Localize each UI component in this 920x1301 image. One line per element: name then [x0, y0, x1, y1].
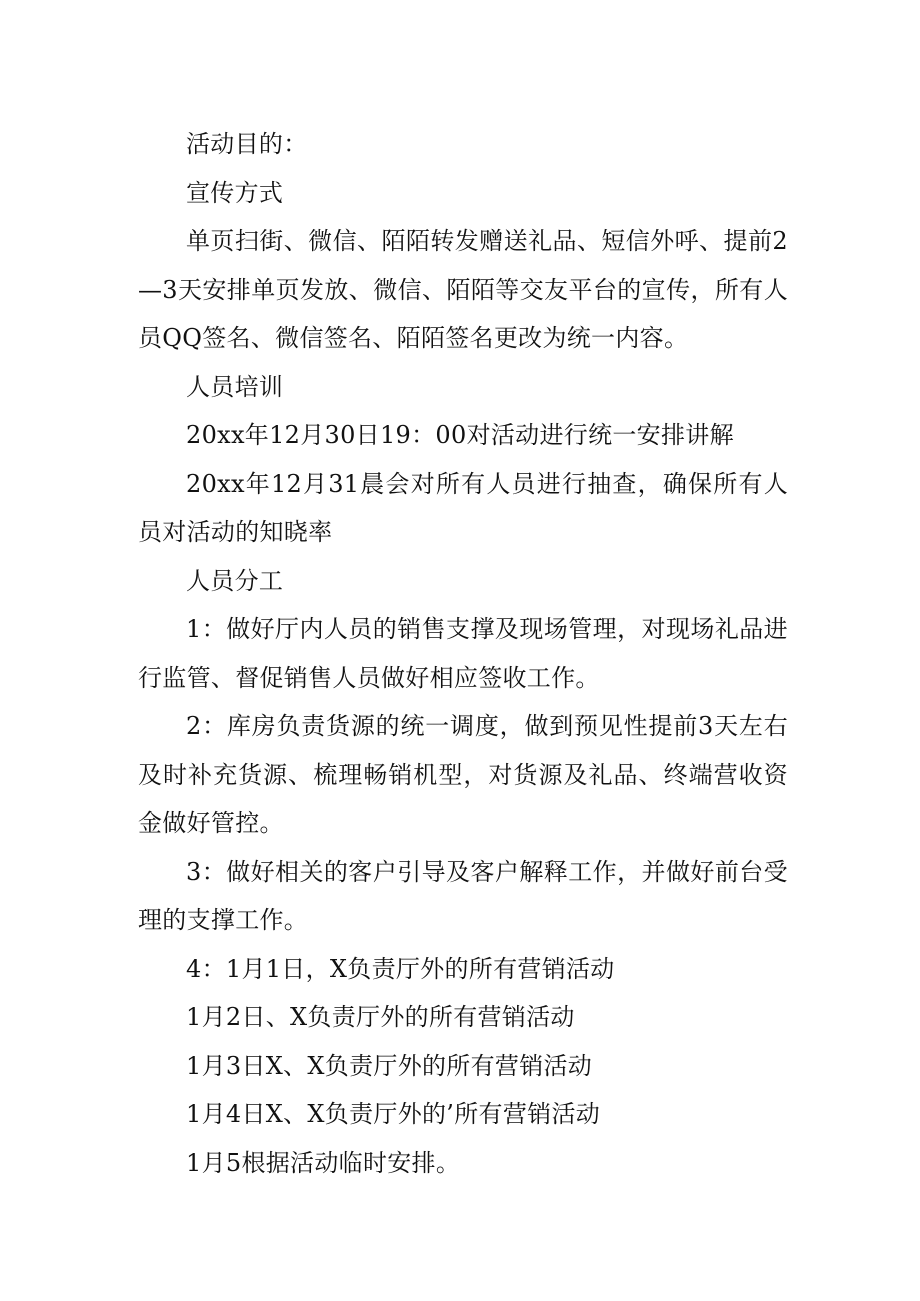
paragraph-schedule-jan4: 1月4日X、X负责厅外的’所有营销活动: [186, 1100, 601, 1128]
paragraph-schedule-jan5: 1月5根据活动临时安排。: [186, 1148, 461, 1177]
paragraph-division-item-3: 3：做好相关的客户引导及客户解释工作，并做好前台受理的支撑工作。: [138, 857, 788, 934]
document-body: [138, 120, 788, 1187]
paragraph-division-item-4: 4：1月1日，X负责厅外的所有营销活动: [186, 954, 615, 983]
paragraph-training-dec31: 20xx年12月31晨会对所有人员进行抽查，确保所有人员对活动的知晓率: [138, 469, 788, 546]
paragraph-schedule-jan2: 1月2日、X负责厅外的所有营销活动: [186, 1003, 575, 1031]
paragraph-division-item-2: 2：库房负责货源的统一调度，做到预见性提前3天左右及时补充货源、梳理畅销机型，对货源及礼品、终端营收资金做好管控。: [138, 712, 788, 837]
paragraph-division-item-1: 1：做好厅内人员的销售支撑及现场管理，对现场礼品进行监管、督促销售人员做好相应签收工作。: [138, 615, 788, 692]
paragraph-promotion-methods: 单页扫街、微信、陌陌转发赠送礼品、短信外呼、提前2—3天安排单页发放、微信、陌陌等交友平台的宣传，所有人员QQ签名、微信签名、陌陌签名更改为统一内容。: [138, 227, 788, 352]
paragraph-schedule-jan3: 1月3日X、X负责厅外的所有营销活动: [186, 1051, 593, 1080]
paragraph-division-heading: 人员分工: [186, 566, 284, 595]
paragraph-training-dec30: 20xx年12月30日19：00对活动进行统一安排讲解: [186, 421, 734, 449]
paragraph-training-heading: 人员培训: [186, 372, 284, 401]
paragraph-promotion-heading: 宣传方式: [186, 178, 284, 207]
paragraph-activity-purpose: 活动目的：: [186, 130, 308, 158]
